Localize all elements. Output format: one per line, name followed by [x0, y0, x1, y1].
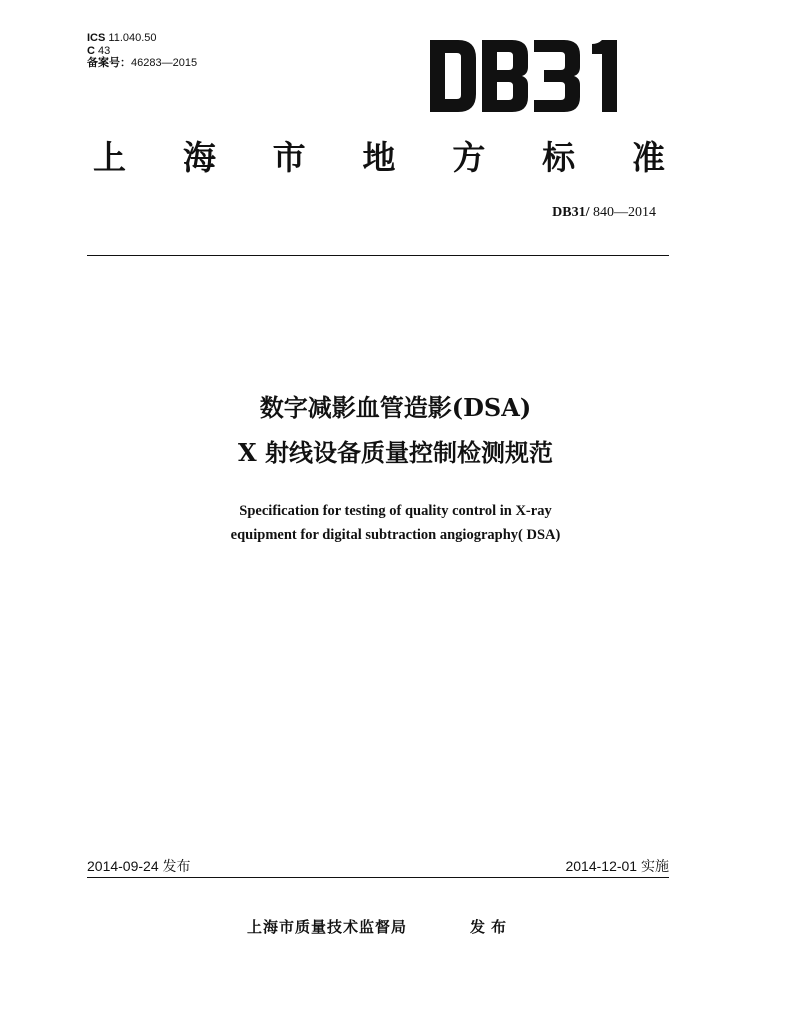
- issuing-authority: 上海市质量技术监督局: [247, 918, 408, 936]
- issue-date: 2014-09-24 发布: [87, 858, 191, 874]
- issue-action: 发布: [470, 918, 513, 936]
- chinese-title-line-2: X 射线设备质量控制检测规范: [238, 438, 553, 467]
- db31-logo: [430, 40, 630, 112]
- category-char: 标: [542, 138, 576, 177]
- standard-number: DB31/ 840—2014: [552, 205, 656, 220]
- category-char: 准: [631, 138, 665, 177]
- ccs-code: C 43: [87, 44, 111, 57]
- bottom-divider: [87, 877, 669, 878]
- english-title-line-2: equipment for digital subtraction angiography( DSA): [230, 527, 561, 543]
- document-metadata: [87, 32, 197, 70]
- record-number: 备案号：46283—2015: [87, 57, 198, 69]
- category-title: [93, 136, 665, 180]
- ics-code: ICS 11.040.50: [87, 32, 157, 44]
- top-divider: [87, 255, 669, 256]
- category-char: 地: [362, 138, 396, 177]
- category-char: 海: [182, 138, 216, 177]
- english-title-line-1: Specification for testing of quality control in X-ray: [239, 503, 552, 519]
- category-char: 上: [93, 138, 126, 177]
- category-char: 市: [272, 138, 306, 177]
- category-char: 方: [452, 138, 486, 177]
- chinese-title-line-1: 数字减影血管造影(DSA): [259, 393, 532, 422]
- implementation-date: 2014-12-01 实施: [565, 858, 669, 874]
